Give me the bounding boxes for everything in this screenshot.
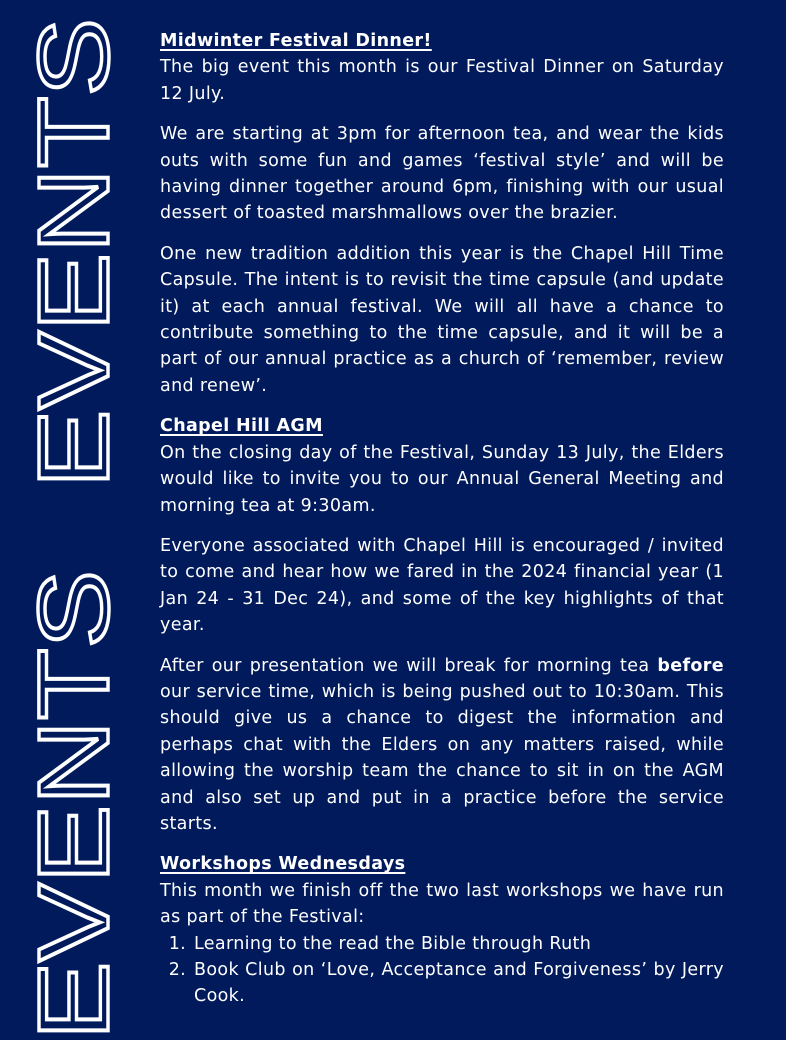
events-vertical-title-bottom-text: EVENTS bbox=[18, 639, 130, 1040]
events-content bbox=[160, 28, 724, 1010]
agm-paragraph-3-start: After our presentation we will break for morning tea bbox=[160, 655, 658, 676]
events-vertical-title-bottom bbox=[18, 570, 130, 1040]
dinner-heading: Midwinter Festival Dinner! bbox=[160, 31, 432, 51]
dinner-paragraph-1: The big event this month is our Festival Dinner on Saturday 12 July. bbox=[160, 57, 724, 104]
agm-paragraph-1: On the closing day of the Festival, Sunday 13 July, the Elders would like to invite you to our Annual General Meeting and morning tea at 9:30am. bbox=[160, 442, 724, 516]
agm-paragraph-3 bbox=[160, 653, 724, 838]
events-vertical-title-top bbox=[18, 18, 130, 488]
workshops-heading: Workshops Wednesdays bbox=[160, 854, 406, 875]
agm-paragraph-2: Everyone associated with Chapel Hill is encouraged / invited to come and hear how we fared in the 2024 financial year (1 Jan 24 - 31 Dec 24), and some of the key highlights of that year. bbox=[160, 535, 724, 636]
workshops-list-item: 1. Learning to the read the Bible through Ruth bbox=[192, 931, 724, 957]
dinner-paragraph-2: We are starting at 3pm for afternoon tea, and wear the kids outs with some fun and games ‘festival style’ and will be having dinner together around 6pm, finishing with our usual dessert of toasted marshmallows over the brazier. bbox=[160, 124, 724, 224]
workshops-paragraph-1: This month we finish off the two last workshops we have run as part of the Festival: bbox=[160, 880, 724, 928]
workshops-list bbox=[160, 931, 724, 1010]
agm-heading: Chapel Hill AGM bbox=[160, 416, 323, 437]
agm-paragraph-3-end: our service time, which is being pushed out to 10:30am. This should give us a chance to digest the information and perhaps chat with the Elders on any matters raised, while allowing the worship team the chance to sit in on the AGM and also set up and put in a practice before the service starts. bbox=[160, 681, 724, 834]
agm-paragraph-3-emphasis: before bbox=[657, 655, 724, 676]
dinner-paragraph-3: One new tradition addition this year is the Chapel Hill Time Capsule. The intent is to revisit the time capsule (and update it) at each annual festival. We will all have a chance to contribute something to the time capsule, and it will be a part of our annual practice as a church of ‘remember, review and renew’. bbox=[160, 243, 724, 396]
workshops-section bbox=[160, 851, 724, 1009]
events-vertical-title-top-text: EVENTS bbox=[18, 87, 130, 488]
agm-section bbox=[160, 413, 724, 837]
dinner-section bbox=[160, 28, 724, 399]
workshops-list-item: 2. Book Club on ‘Love, Acceptance and Forgiveness’ by Jerry Cook. bbox=[192, 957, 724, 1010]
